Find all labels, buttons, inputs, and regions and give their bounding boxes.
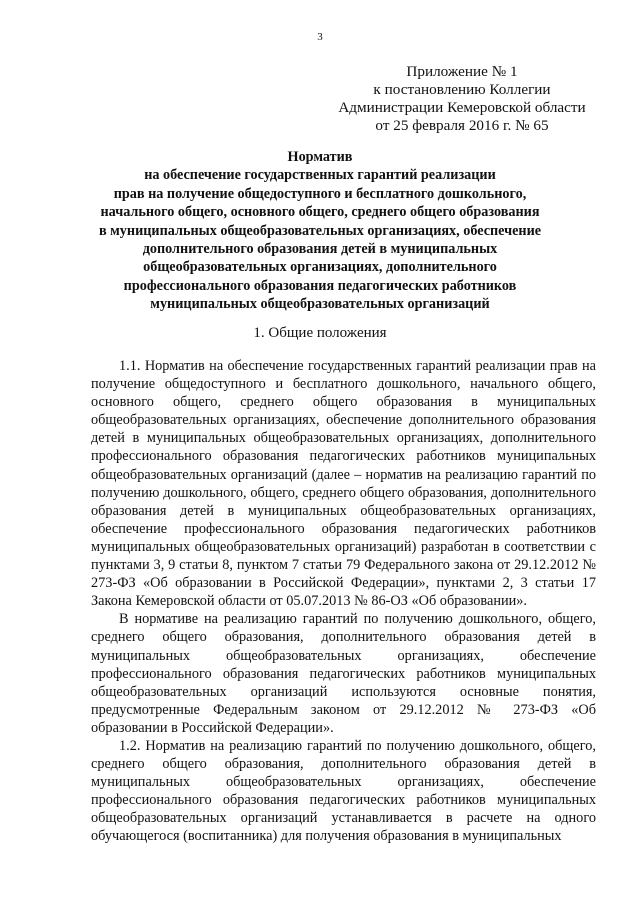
title-line: начального общего, основного общего, среднего общего образования	[100, 204, 540, 221]
paragraph-1-1: 1.1. Норматив на обеспечение государственных гарантий реализации прав на получение общедоступного и бесплатного дошкольного, начального общего, основного общего, среднего общего образования в муниципальных общеобразовательных организациях, обеспечение дополнительного образования детей в муниципальных общеобразовательных организациях, дополнительного профессионального образования педагогических работников муниципальных общеобразовательных организаций (далее – норматив на реализацию гарантий по получению дошкольного, общего, среднего общего образования, дополнительного образования детей в муниципальных общеобразовательных организациях, обеспечение профессионального образования педагогических работников муниципальных общеобразовательных организаций) разработан в соответствии с пунктами 3, 9 статьи 8, пунктом 7 статьи 79 Федерального закона от 29.12.2012 № 273-ФЗ «Об образовании в Российской Федерации», пунктами 2, 3 статьи 17 Закона Кемеровской области от 05.07.2013 № 86-ОЗ «Об образовании».	[91, 358, 596, 610]
title-line: общеобразовательных организациях, дополнительного	[143, 259, 497, 276]
appendix-authority: Администрации Кемеровской области	[338, 99, 586, 116]
document-title	[60, 148, 580, 314]
paragraph-concepts: В нормативе на реализацию гарантий по получению дошкольного, общего, среднего общего образования, дополнительного образования детей в муниципальных общеобразовательных организациях, обеспечение профессионального образования педагогических работников муниципальных общеобразовательных организаций используются основные понятия, предусмотренные Федеральным законом от 29.12.2012 № 273-ФЗ «Об образовании в Российской Федерации».	[91, 611, 596, 736]
appendix-date: от 25 февраля 2016 г. № 65	[375, 117, 549, 134]
section-heading: 1. Общие положения	[253, 325, 387, 341]
title-line: прав на получение общедоступного и бесплатного дошкольного,	[113, 185, 527, 202]
title-line: профессионального образования педагогических работников	[123, 277, 517, 294]
paragraph-1-2: 1.2. Норматив на реализацию гарантий по получению дошкольного, общего, среднего общего образования, дополнительного образования детей в муниципальных общеобразовательных организациях, обеспечение профессионального образования педагогических работников муниципальных общеобразовательных организаций устанавливается в расчете на одного обучающегося (воспитанника) для получения образования в муниципальных	[91, 737, 596, 845]
title-line: в муниципальных общеобразовательных организациях, обеспечение	[98, 222, 542, 239]
title-line: дополнительного образования детей в муниципальных	[142, 241, 498, 258]
title-line: Норматив	[287, 149, 353, 165]
appendix-header	[330, 63, 594, 135]
appendix-number: Приложение № 1	[406, 63, 518, 80]
title-line: на обеспечение государственных гарантий реализации	[144, 167, 496, 184]
document-body	[91, 357, 596, 846]
title-line: муниципальных общеобразовательных организаций	[150, 296, 490, 313]
page-number: 3	[317, 31, 323, 43]
appendix-resolution: к постановлению Коллегии	[373, 81, 551, 98]
